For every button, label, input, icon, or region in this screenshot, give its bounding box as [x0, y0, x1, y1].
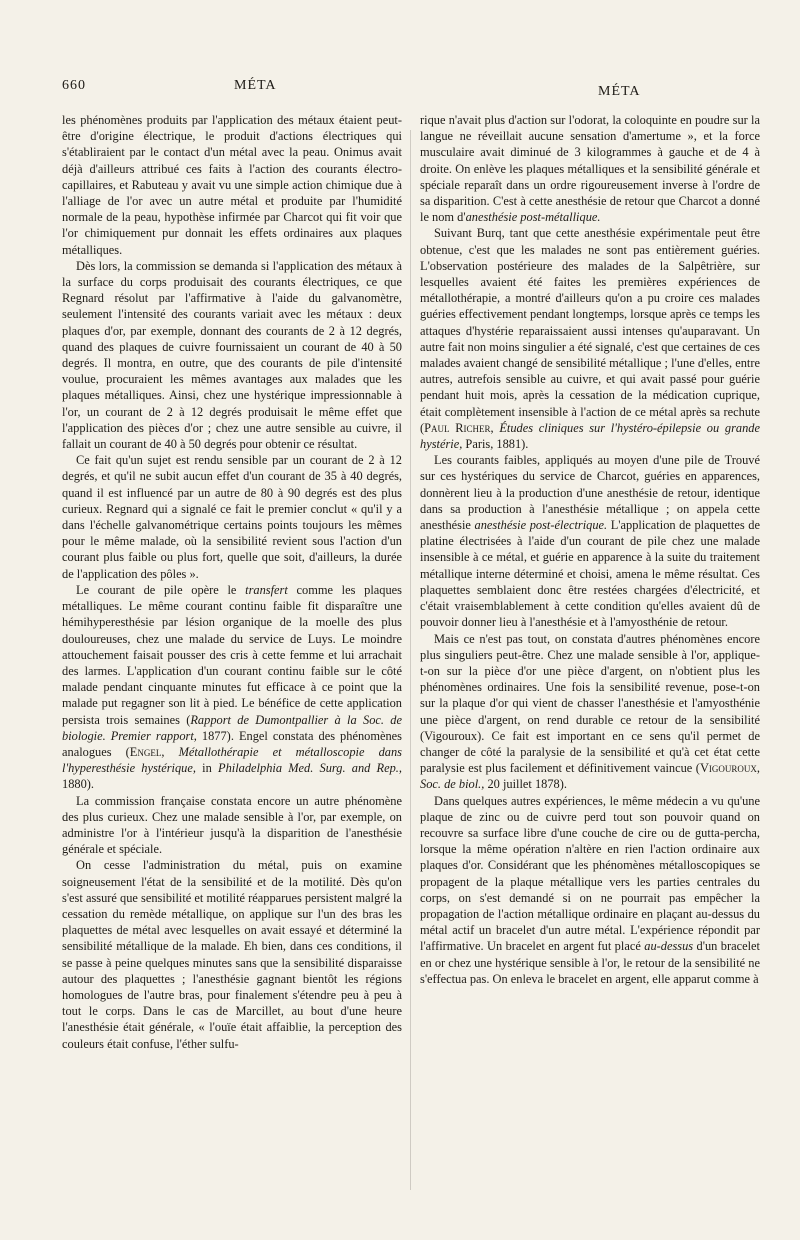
- text-run: Paris, 1881).: [462, 437, 529, 452]
- paragraph: [420, 793, 760, 987]
- paragraph: [420, 112, 760, 225]
- citation-author: Paul Richer: [424, 420, 491, 435]
- text-run: L'application de plaquettes de platine électrisées à l'aide d'un courant de pile chez une malade insensible à ce métal, et guérie en apparence à la suite du traitement métallique interne déterminé et choisi, amena le même résultat. Ces plaquettes semblaient donc être restées chargées d'électricité, et c'était vraisemblablement à cette condition qu'elles avaient dû de pouvoir donner lieu à l'anesthésie et à l'amyosthénie de retour.: [420, 518, 760, 630]
- paragraph: Dès lors, la commission se demanda si l'application des métaux à la surface du corps produisait des courants électriques, ce que Regnard résolut par l'affirmative à l'aide du galvanomètre, seulement l'intensité des courants variait avec les métaux : deux plaques d'or, par exemple, donnant des courants de 2 à 12 degrés, quand des plaques de cuivre fournissaient un courant de 40 à 50 degrés. Il montra, en outre, que des courants de pile d'intensité voulue, procuraient les mêmes avantages aux malades que les plaques métalliques. Ainsi, chez une hystérique impressionnable à l'or, un courant de 2 à 12 degrés produisait le même effet que l'application des pièces d'or ; chez une autre sensible au cuivre, il fallait un courant de 40 à 50 degrés pour obtenir ce résultat.: [62, 258, 402, 452]
- paragraph: [62, 582, 402, 793]
- text-run: Dans quelques autres expériences, le même médecin a vu qu'une plaque de zinc ou de cuivre perd tout son pouvoir quand on recouvre sa surface libre d'une couche de cire ou de gutta-percha, lorsque la même opération n'altère en rien l'action ordinaire aux plaques d'or. Considérant que les phénomènes métalloscopiques se propagent de la plaque métallique vers les parties centrales du corps, on s'est demandé si on ne pourrait pas empêcher la propagation de l'action métallique ordinaire en plaçant au-dessus du métal actif un bracelet d'un autre métal. L'expérience répondit par l'affirmative. Un bracelet en argent fut placé: [420, 793, 760, 954]
- text-run: 1880).: [62, 777, 95, 792]
- paragraph: [420, 225, 760, 452]
- paragraph: [420, 631, 760, 793]
- running-head: [62, 78, 758, 100]
- citation: Métallothérapie et métalloscopie dans l'hyperesthésie hystérique,: [62, 744, 402, 776]
- text-run: ,: [756, 761, 760, 776]
- citation: Études cliniques sur l'hystéro-épilepsie ou grande hystérie,: [420, 420, 760, 452]
- header-title-right: MÉTA: [598, 84, 641, 99]
- text-run: d'un bracelet en or chez une hystérique sensible à l'or, le retour de la sensibilité ne s'effectua pas. On enleva le bracelet en argent, elle apparut comme à: [420, 939, 760, 986]
- text-run: ,: [490, 420, 500, 435]
- text-run: in: [195, 761, 219, 776]
- text-run: Le courant de pile opère le: [76, 582, 246, 597]
- paragraph: Ce fait qu'un sujet est rendu sensible par un courant de 2 à 12 degrés, et qu'il ne subit aucun effet d'un courant de 35 à 40 degrés, quand il est influencé par un autre de 80 à 90 degrés est des plus curieux. Regnard qui a signalé ce fait le premier conclut « qu'il y a dans l'échelle galvanométrique certains points toujours les mêmes pour le même malade, où la sensibilité revient sous l'action d'un courant plus faible ou plus fort, quelle que soit, d'ailleurs, la durée de l'application des pôles ».: [62, 453, 402, 581]
- paragraph: On cesse l'administration du métal, puis on examine soigneusement l'état de la sensibilité et de la motilité. Dès qu'on s'est assuré que sensibilité et motilité réapparues persistent malgré la cessation du remède métallique, on applique sur l'un des bras les plaquettes de métal avec lesquelles on avait essayé et déterminé la sensibilité métallique de la malade. Eh bien, dans ces conditions, il se passe à peine quelques minutes sans que la sensibilité disparaisse autour des plaquettes ; l'anesthésie gagnant bientôt les régions homologues de l'autre bras, pour finalement s'étendre peu à peu à tout le corps. Dans le cas de Marcillet, au bout d'une heure l'anesthésie était générale, « l'ouïe était affaiblie, la perception des couleurs était confuse, l'éther sulfu-: [62, 858, 402, 1051]
- text-run: comme les plaques métalliques. Le même courant continu faible fit disparaître une hémihyperesthésie par lésion organique de la moelle des plus douloureuses, chez une malade du service de Luys. Le moindre attouchement faisait pousser des cris à cette femme et lui arrachait des larmes. L'application d'un courant continu faible sur le côté malade pendant cinquante minutes fut efficace à ce point que la malade put regagner son lit à pied. Le bénéfice de cette application persista trois semaines (: [62, 582, 402, 727]
- text-run: Les courants faibles, appliqués au moyen d'une pile de Trouvé sur ces hystériques du service de Charcot, guéries en apparences, donnèrent lieu à la production d'une anesthésie de retour, identique dans sa production à l'anesthésie métallique ; on appela cette anesthésie: [420, 453, 760, 533]
- italic-term: au-dessus: [644, 939, 694, 954]
- italic-term: anesthésie post-électrique.: [474, 518, 608, 533]
- header-title-left: MÉTA: [234, 78, 277, 93]
- text-run: Mais ce n'est pas tout, on constata d'autres phénomènes encore plus singuliers peut-être. Chez une malade sensible à l'or, applique-t-on sur la pièce d'or une pièce d'argent, on n'obtient plus les phénomènes ordinaires. Une fois la sensibilité revenue, pose-t-on sur la plaque d'or qui vient de chasser l'anesthésie et l'amyosthénie une pièce d'argent, on rend durable ce retour de la sensibilité (Vigouroux). Ce fait est important en ce sens qu'il permet de changer de côté la paralysie de la sensibilité et qu'à cet état cette paralysie est plus facilement et définitivement vaincue (: [420, 631, 760, 776]
- citation: Rapport de Dumontpallier à la Soc. de biologie. Premier rapport,: [62, 712, 402, 743]
- text-run: ,: [161, 744, 179, 759]
- italic-term: transfert: [245, 582, 288, 597]
- column-divider: [410, 130, 411, 1190]
- citation-author: Vigouroux: [699, 761, 757, 776]
- paragraph: les phénomènes produits par l'application des métaux étaient peut-être d'origine électrique, le produit d'actions électriques qui s'établiraient par le contact d'un métal avec la peau. Onimus avait déjà d'ailleurs attribué ces faits à l'action des courants électro-capillaires, et Rabuteau y avait vu une simple action chimique due à l'alliage de l'or avec un autre métal et produite par l'humidité normale de la peau, hypothèse infirmée par Charcot qui fit voir que l'or chimiquement pur donnait les effets ordinaires aux plaques métalliques.: [62, 113, 402, 257]
- right-column: [420, 112, 760, 1202]
- text-run: 1877). Engel constata des phénomènes analogues (: [62, 728, 402, 759]
- left-column: [62, 112, 402, 1202]
- text-run: rique n'avait plus d'action sur l'odorat, la coloquinte en poudre sur la langue ne réveillait aucune sensation d'amertume », et la force musculaire avait diminué de 3 kilogrammes à gauche et de 4 à droite. On enlève les plaques métalliques et la sensibilité générale et spéciale reparaît dans un ordre rigoureusement inverse à l'ordre de sa disparition. C'est à cette anesthésie de retour que Charcot a donné le nom d': [420, 113, 760, 225]
- page-number: 660: [62, 78, 86, 93]
- paragraph: La commission française constata encore un autre phénomène des plus curieux. Chez une malade sensible à l'or, par exemple, on administre l'or à l'intérieur jusqu'à la disparition de l'anesthésie générale et spéciale.: [62, 793, 402, 857]
- text-run: Suivant Burq, tant que cette anesthésie expérimentale peut être obtenue, c'est que les malades ne sont pas entièrement guéries. L'observation postérieure des malades de la Salpêtrière, sur lesquelles avaient été faites les premières expériences de métallothérapie, a montré d'ailleurs qu'on a pu croire ces malades guéries effectivement pendant longtemps, lorsque après ce temps les attaques d'hystérie reparaissaient aussi intenses qu'auparavant. Un autre fait non moins singulier a été signalé, c'est que certaines de ces malades avaient changé de sensibilité métallique ; l'une d'elles, entre autres, autrefois sensible au cuivre, et qui avait passé pour guérie pendant huit mois, après la cessation de la médication cuprique, était complètement insensible à l'action de ce métal après sa rechute (: [420, 226, 760, 435]
- paragraph: [420, 452, 760, 630]
- citation: Philadelphia Med. Surg. and Rep.,: [218, 761, 402, 776]
- text-run: 20 juillet 1878).: [484, 777, 567, 792]
- citation: Soc. de biol.,: [420, 777, 485, 792]
- citation-author: Engel: [129, 744, 162, 759]
- italic-term: anesthésie post-métallique.: [465, 210, 601, 225]
